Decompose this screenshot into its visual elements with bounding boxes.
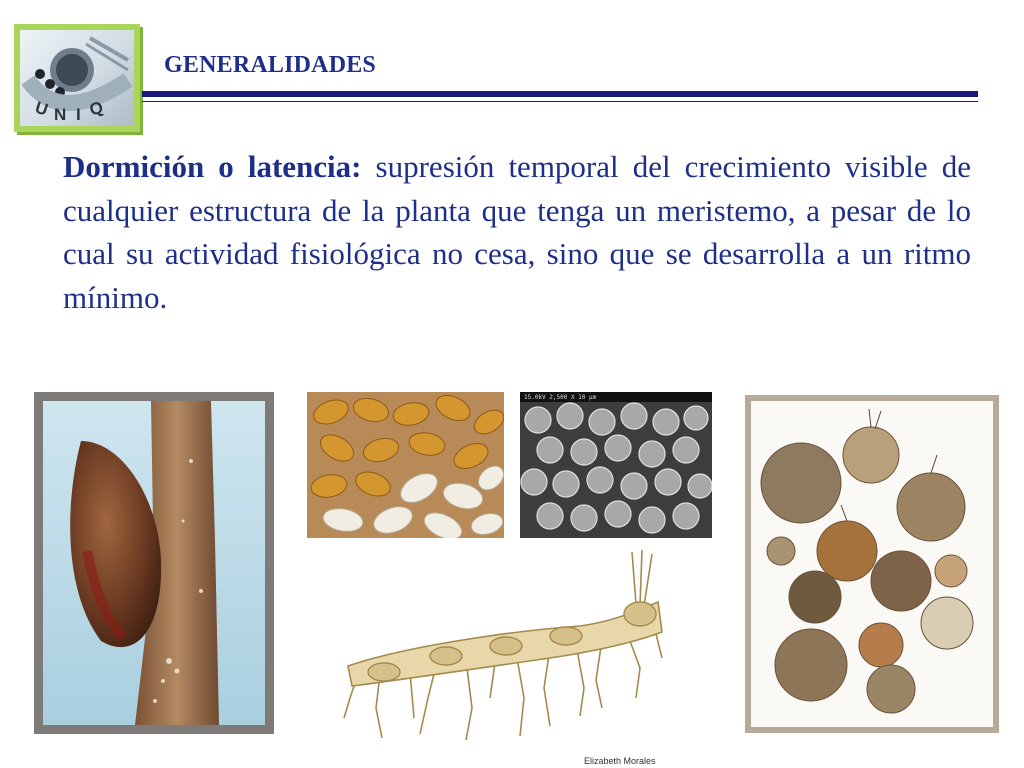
logo-frame: [14, 24, 140, 132]
definition-paragraph: [63, 145, 971, 319]
definition-text: supresión temporal del crecimiento visible de cualquier estructura de la planta que tenga un meristemo, a pesar de lo cual su actividad fisiológica no cesa, sino que se desarrolla a un ritmo mínimo.: [63, 149, 972, 315]
svg-text:I: I: [76, 105, 81, 124]
svg-text:N: N: [54, 105, 67, 124]
pollen-micrograph: [520, 392, 712, 538]
svg-text:Q: Q: [86, 97, 106, 120]
image-credit: Elizabeth Morales: [584, 756, 656, 766]
definition-term: Dormición o latencia:: [63, 149, 362, 184]
rhizome-illustration: [340, 548, 670, 748]
svg-text:U: U: [32, 97, 51, 120]
header-rule-thin: [142, 101, 978, 102]
bulbs-photo: [745, 395, 999, 733]
dormant-bud-photo: [34, 392, 274, 734]
uniq-logo-icon: [20, 30, 134, 126]
page-title: GENERALIDADES: [164, 52, 376, 78]
seeds-photo: [307, 392, 504, 538]
pollen-scale-text: 15.0kV 2,500 X 10 µm: [524, 394, 597, 401]
header-rule-thick: [142, 91, 978, 97]
